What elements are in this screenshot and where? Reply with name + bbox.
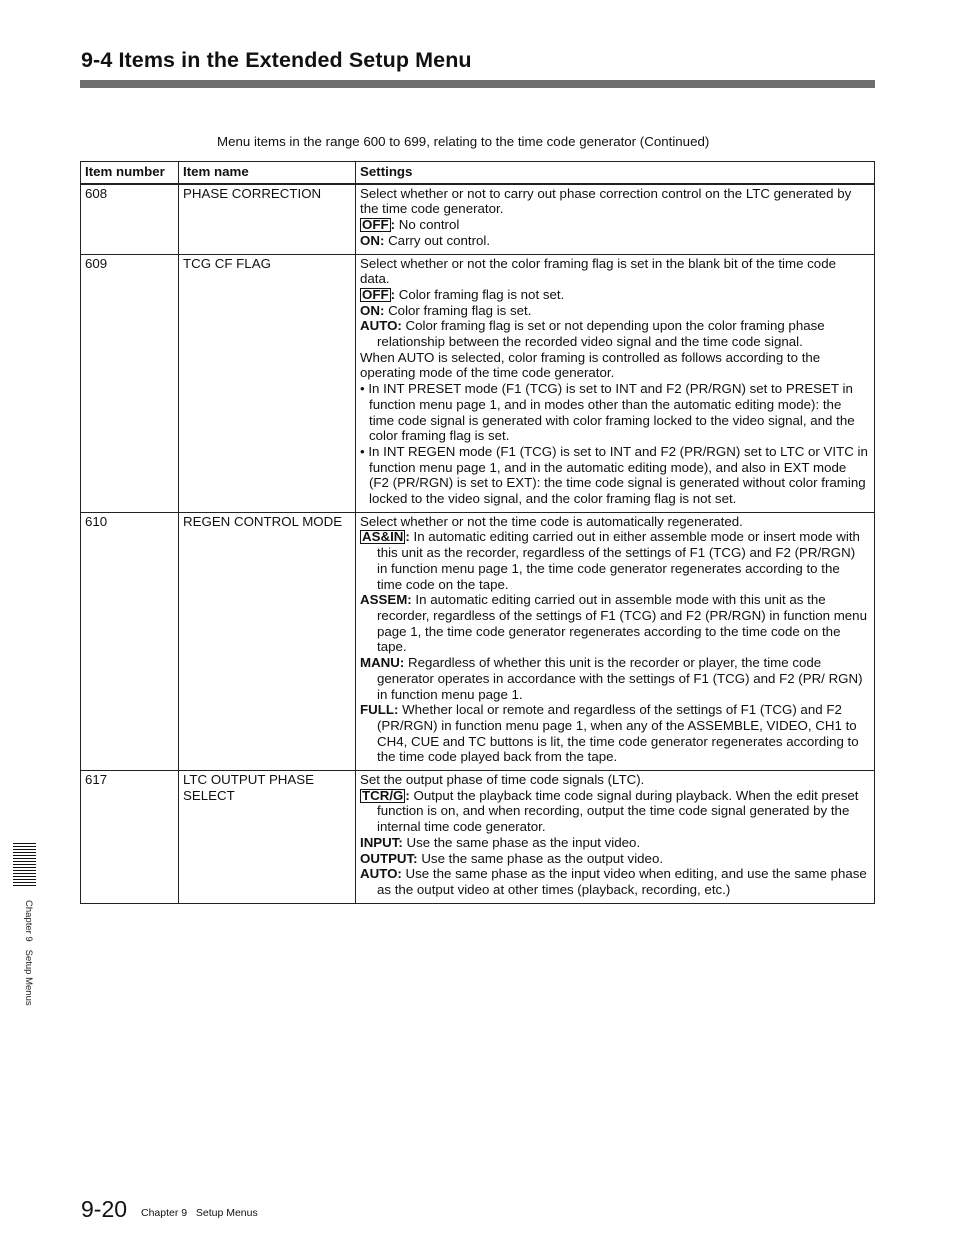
item-settings (356, 184, 875, 254)
bullet-text: In INT PRESET mode (F1 (TCG) is set to INT and F2 (PR/RGN) set to PRESET in function menu page 1, and in modes other than the automatic editing mode): the time code signal is generated with color framing locked to the video signal, and the color framing flag is set. (368, 381, 855, 444)
item-name: PHASE CORRECTION (179, 184, 356, 254)
table-row (81, 512, 875, 770)
settings-option (360, 835, 868, 851)
settings-option: OFF : Color framing flag is not set. (362, 286, 565, 302)
settings-note: When AUTO is selected, color framing is controlled as follows according to the operating mode of the time code generator. (360, 349, 821, 381)
option-description: Whether local or remote and regardless of the settings of F1 (TCG) and F2 (PR/RGN) in function menu page 1, when any of the ASSEMBLE, VIDEO, CH1 to CH4, CUE and TC buttons is lit, the time code generator regenerates according to the time code played back from the tape. (377, 702, 859, 765)
settings-option (360, 655, 868, 702)
settings-option (360, 318, 868, 349)
settings-bullet: • In INT PRESET mode (F1 (TCG) is set to INT and F2 (PR/RGN) set to PRESET in function menu page 1, and in modes other than the automatic editing mode): the time code signal is generated with color framing locked to the video signal, and the color framing flag is set. (360, 381, 855, 444)
option-description: Use the same phase as the output video. (417, 850, 664, 866)
settings-option (360, 851, 868, 867)
settings-intro: Select whether or not the time code is automatically regenerated. (360, 513, 743, 529)
settings-option (360, 592, 868, 655)
option-key: ON: (360, 302, 385, 318)
option-key: MANU: (360, 655, 405, 671)
page-number: 9-20 (81, 1196, 128, 1222)
option-key: FULL: (360, 702, 399, 718)
table-header-row (81, 162, 875, 184)
option-description: In automatic editing carried out in assemble mode with this unit as the recorder, regardless of the settings of F1 (TCG) and F2 (PR/RGN) in function menu page 1, the time code generator regenerates according to the time code on the tape. (377, 592, 867, 655)
bullet-text: In INT REGEN mode (F1 (TCG) is set to INT and F2 (PR/RGN) set to LTC or VITC in function menu page 1, and in the automatic editing mode), and also in EXT mode (F2 (PR/RGN) is set to EXT): the time code signal is generated without color framing locked to the video signal, and the color framing flag is not set. (368, 443, 868, 507)
settings-intro: Select whether or not the color framing flag is set in the blank bit of the time code data. (360, 255, 836, 287)
item-name: REGEN CONTROL MODE (179, 512, 356, 770)
settings-option (360, 866, 868, 897)
default-value-box: OFF (362, 286, 389, 302)
settings-option: TCR/G : Output the playback time code signal during playback. When the edit preset function is on, and when recording, output the time code signal generated by the internal time code generator. (362, 787, 859, 835)
item-settings (356, 254, 875, 512)
footer-chapter-label: Chapter 9 Setup Menus (141, 1207, 258, 1219)
table-caption: Menu items in the range 600 to 699, relating to the time code generator (Continued) (217, 134, 710, 149)
chapter-thumb-index (13, 843, 36, 888)
option-key: OUTPUT: (360, 850, 418, 866)
option-description: Color framing flag is set. (384, 302, 532, 318)
settings-option: OFF : No control (362, 217, 460, 233)
item-number: 610 (81, 512, 179, 770)
page-title: 9-4 Items in the Extended Setup Menu (81, 48, 472, 72)
settings-option (360, 233, 868, 249)
setup-menu-table (80, 161, 875, 904)
option-description: Color framing flag is not set. (395, 286, 565, 302)
item-number: 617 (81, 771, 179, 904)
default-value-box: TCR/G (362, 787, 404, 803)
option-description: Regardless of whether this unit is the recorder or player, the time code generator operates in accordance with the settings of F1 (TCG) and F2 (PR/ RGN) in function menu page 1. (377, 655, 863, 702)
option-description: Carry out control. (384, 232, 491, 248)
settings-bullet: • In INT REGEN mode (F1 (TCG) is set to INT and F2 (PR/RGN) set to LTC or VITC in function menu page 1, and in the automatic editing mode), and also in EXT mode (F2 (PR/RGN) is set to EXT): the time code signal is generated without color framing locked to the video signal, and the color framing flag is not set. (360, 443, 868, 507)
title-rule (80, 80, 875, 88)
settings-option: AS&IN : In automatic editing carried out in either assemble mode or insert mode with this unit as the recorder, regardless of the settings of F1 (TCG) and F2 (PR/RGN) in function menu page 1, the time code generator regenerates according to the time code on the tape. (362, 529, 860, 592)
table-row (81, 771, 875, 904)
column-header-item-name: Item name (179, 162, 356, 184)
option-key: AUTO: (360, 318, 402, 334)
option-description: Output the playback time code signal during playback. When the edit preset function is on, and when recording, output the time code signal generated by the internal time code generator. (377, 787, 859, 835)
item-settings (356, 771, 875, 904)
option-key: AUTO: (360, 866, 402, 882)
settings-intro: Set the output phase of time code signals (LTC). (360, 772, 645, 788)
table-row (81, 184, 875, 254)
item-settings (356, 512, 875, 770)
settings-option (360, 303, 868, 319)
option-description: Color framing flag is set or not depending upon the color framing phase relationship between the recorded video signal and the time code signal. (377, 318, 825, 350)
item-number: 608 (81, 184, 179, 254)
option-key: ON: (360, 232, 385, 248)
option-description: Use the same phase as the input video when editing, and use the same phase as the output video at other times (playback, recording, etc.) (377, 866, 867, 897)
option-description: In automatic editing carried out in either assemble mode or insert mode with this unit as the recorder, regardless of the settings of F1 (TCG) and F2 (PR/RGN) in function menu page 1, the time code generator regenerates according to the time code on the tape. (377, 529, 860, 592)
option-description: Use the same phase as the input video. (402, 834, 641, 850)
side-chapter-label: Chapter 9 Setup Menus (23, 900, 34, 1006)
column-header-settings: Settings (356, 162, 875, 184)
option-description: No control (395, 217, 460, 233)
settings-option (360, 702, 868, 765)
option-key: INPUT: (360, 834, 403, 850)
default-value-box: AS&IN (362, 529, 404, 545)
item-name: TCG CF FLAG (179, 254, 356, 512)
item-number: 609 (81, 254, 179, 512)
column-header-item-number: Item number (81, 162, 179, 184)
option-key: ASSEM: (360, 592, 412, 608)
item-name: LTC OUTPUT PHASE SELECT (179, 771, 356, 904)
table-row (81, 254, 875, 512)
default-value-box: OFF (362, 217, 389, 233)
settings-intro: Select whether or not to carry out phase correction control on the LTC generated by the time code generator. (360, 185, 852, 217)
